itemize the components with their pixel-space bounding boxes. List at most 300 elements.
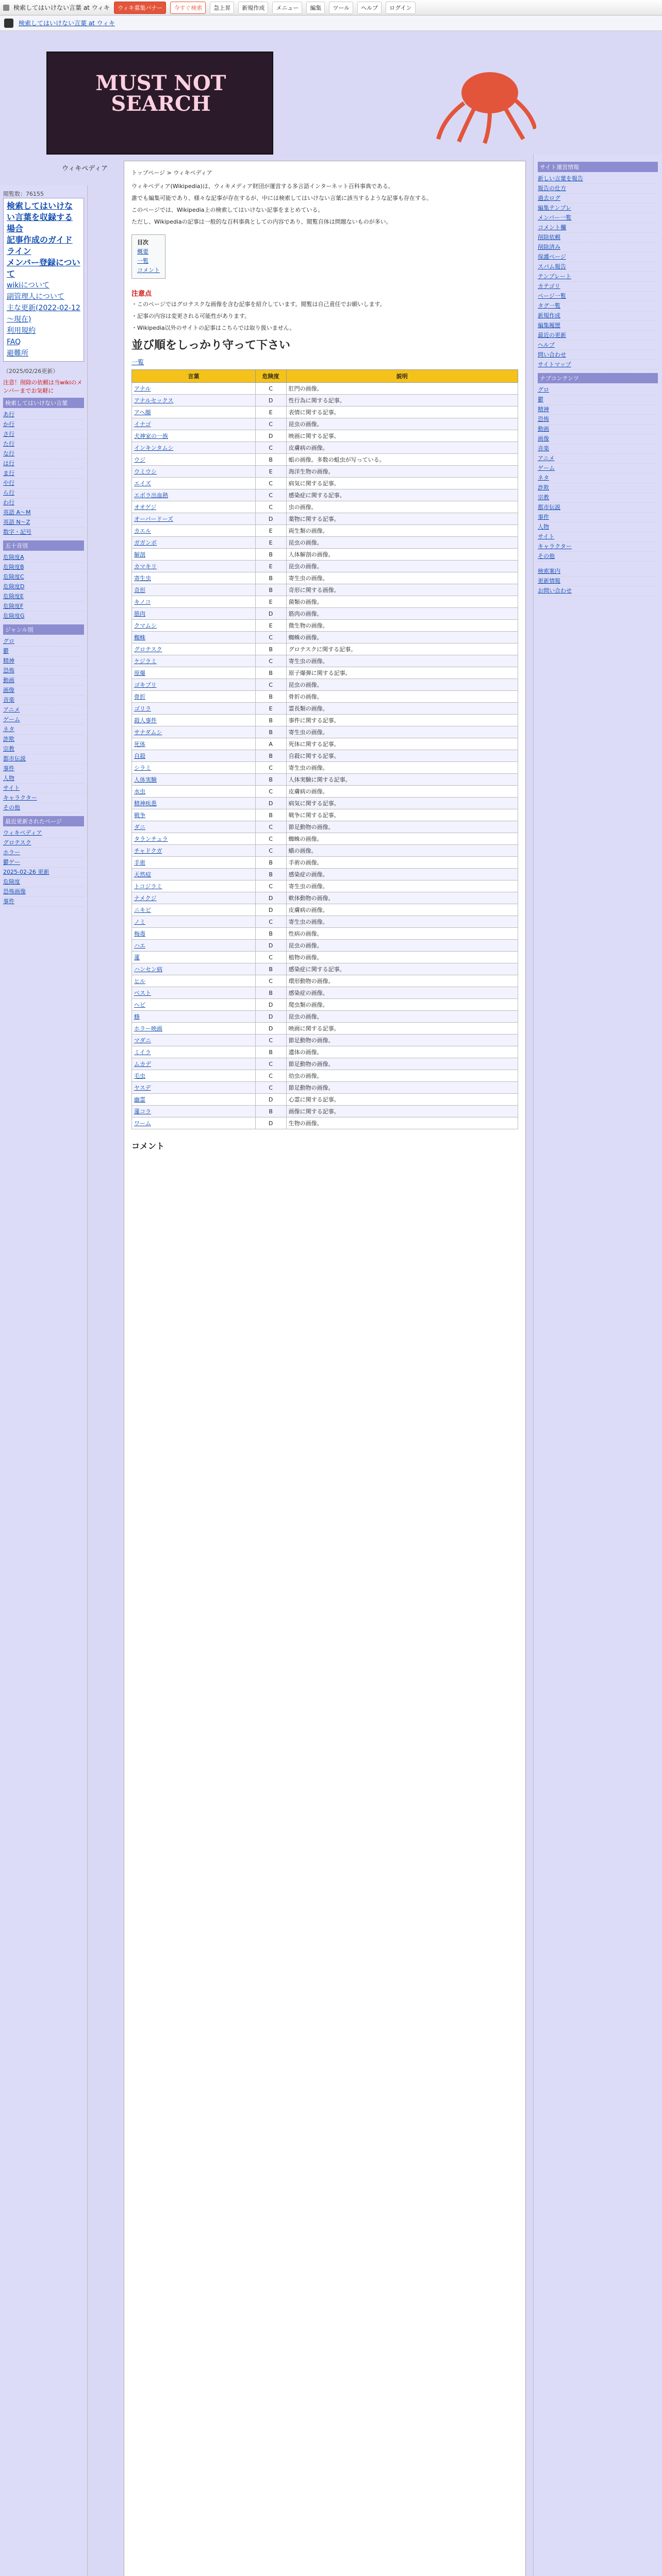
notice-line: ・このページではグロテスクな画像を含む記事を紹介しています。閲覧は自己責任でお願いします。 xyxy=(131,301,386,308)
word-link[interactable]: 戦争 xyxy=(134,812,145,819)
desc-cell: 感染症の画像。 xyxy=(286,987,518,999)
table-row xyxy=(132,501,518,513)
desc-cell: 蛾の画像。 xyxy=(286,845,518,857)
danger-link[interactable]: 危険度E xyxy=(3,592,84,602)
right-link[interactable]: テンプレート xyxy=(538,272,658,282)
word-cell xyxy=(132,584,256,596)
right-link[interactable]: 新規作成 xyxy=(538,311,658,321)
genre-link[interactable]: ネタ xyxy=(3,725,84,735)
right-sidebar xyxy=(533,155,662,2576)
word-link[interactable]: 天然痘 xyxy=(134,871,151,878)
word-link[interactable]: 蓮コラ xyxy=(134,1108,151,1115)
danger-link[interactable]: 危険度A xyxy=(3,553,84,563)
table-row xyxy=(132,869,518,880)
word-link[interactable]: 精神疾患 xyxy=(134,800,157,807)
right-link[interactable]: ヘルプ xyxy=(538,341,658,350)
word-link[interactable]: ヤスデ xyxy=(134,1084,151,1091)
word-link[interactable]: 死体 xyxy=(134,741,145,748)
recent-link[interactable]: 恐怖画像 xyxy=(3,887,84,897)
desc-cell: 感染症に関する記事。 xyxy=(286,489,518,501)
word-cell xyxy=(132,667,256,679)
word-cell xyxy=(132,916,256,928)
kana-link[interactable]: わ行 xyxy=(3,498,84,508)
right-sublink[interactable]: サイト xyxy=(538,532,658,542)
word-link[interactable]: マダニ xyxy=(134,1037,151,1044)
site-favicon-icon xyxy=(3,5,9,11)
desc-cell: 寄生虫の画像。 xyxy=(286,726,518,738)
table-row xyxy=(132,786,518,798)
word-link[interactable]: ゴリラ xyxy=(134,705,151,712)
word-link[interactable]: インキンタムシ xyxy=(134,445,174,451)
table-row xyxy=(132,1035,518,1046)
word-link[interactable]: オオゲジ xyxy=(134,504,157,511)
table-row xyxy=(132,584,518,596)
table-row xyxy=(132,667,518,679)
right-sublink[interactable]: 事件 xyxy=(538,513,658,522)
word-cell xyxy=(132,975,256,987)
table-row xyxy=(132,525,518,537)
danger-link[interactable]: 危険度C xyxy=(3,572,84,582)
nav-link[interactable]: 検索してはいけない言葉を収録する場合 xyxy=(7,201,73,233)
word-cell xyxy=(132,750,256,762)
genre-link[interactable]: キャラクター xyxy=(3,793,84,803)
main-nav xyxy=(3,198,84,362)
word-cell xyxy=(132,987,256,999)
nav-link[interactable]: メンバー登録について xyxy=(7,258,80,279)
word-link[interactable]: ウジ xyxy=(134,456,145,463)
right-sublink[interactable]: その他 xyxy=(538,552,658,562)
word-link[interactable]: 犬神家の一族 xyxy=(134,433,168,439)
word-link[interactable]: アナルセックス xyxy=(134,397,174,404)
octopus-icon xyxy=(433,67,536,144)
table-row xyxy=(132,1106,518,1117)
genre-link[interactable]: グロ xyxy=(3,637,84,647)
genre-link[interactable]: 音楽 xyxy=(3,696,84,705)
word-link[interactable]: ウミウシ xyxy=(134,468,157,475)
desc-cell: 節足動物の画像。 xyxy=(286,1058,518,1070)
order-headline: 並び順をしっかり守って下さい xyxy=(131,339,291,352)
right-sublink[interactable]: 人物 xyxy=(538,522,658,532)
right-sublink[interactable]: 精神 xyxy=(538,405,658,415)
word-cell xyxy=(132,442,256,454)
notice-title: 注意点 xyxy=(131,290,152,298)
genre-link[interactable]: 動画 xyxy=(3,676,84,686)
table-row xyxy=(132,561,518,572)
word-cell xyxy=(132,620,256,632)
desc-cell: 寄生虫の画像。 xyxy=(286,655,518,667)
desc-cell: 皮膚病の画像。 xyxy=(286,904,518,916)
recent-link[interactable]: ホラー xyxy=(3,848,84,858)
desc-cell: 感染症に関する記事。 xyxy=(286,963,518,975)
table-row xyxy=(132,833,518,845)
desc-cell: 蜘蛛の画像。 xyxy=(286,632,518,643)
danger-cell: B xyxy=(255,643,286,655)
right-link[interactable]: 保護ページ xyxy=(538,252,658,262)
word-cell xyxy=(132,561,256,572)
kana-link[interactable]: 英語 A〜M xyxy=(3,508,84,518)
kana-link[interactable]: は行 xyxy=(3,459,84,469)
genre-link[interactable]: その他 xyxy=(3,803,84,813)
site-header xyxy=(0,15,662,31)
toc-title: 目次 xyxy=(137,239,148,246)
right-link[interactable]: 新しい言葉を報告 xyxy=(538,174,658,184)
danger-cell: C xyxy=(255,833,286,845)
word-link[interactable]: ケジラミ xyxy=(134,658,157,665)
danger-cell: D xyxy=(255,904,286,916)
breadcrumb[interactable]: トップページ > ウィキペディア xyxy=(131,170,212,176)
right-link[interactable]: ページ一覧 xyxy=(538,292,658,301)
danger-cell: D xyxy=(255,892,286,904)
login-button[interactable]: ログイン xyxy=(386,2,415,14)
danger-cell: C xyxy=(255,1035,286,1046)
word-link[interactable]: チャドクガ xyxy=(134,848,162,854)
word-cell xyxy=(132,1023,256,1035)
banner-image[interactable] xyxy=(46,52,273,155)
word-link[interactable]: 寄生虫 xyxy=(134,575,151,582)
sidebar-section-genre: ジャンル別 xyxy=(3,624,84,635)
table-row xyxy=(132,975,518,987)
word-link[interactable]: シラミ xyxy=(134,765,151,771)
site-logo-icon xyxy=(4,19,13,28)
desc-cell: 微生物の画像。 xyxy=(286,620,518,632)
word-cell xyxy=(132,1011,256,1023)
word-link[interactable]: 人体実験 xyxy=(134,776,157,783)
word-link[interactable]: グロテスク xyxy=(134,646,162,653)
desc-cell: 奇形に関する画像。 xyxy=(286,584,518,596)
table-row xyxy=(132,904,518,916)
right-sublink[interactable]: ネタ xyxy=(538,473,658,483)
genre-link[interactable]: サイト xyxy=(3,784,84,793)
table-row xyxy=(132,1070,518,1082)
word-cell xyxy=(132,406,256,418)
word-cell xyxy=(132,501,256,513)
word-link[interactable]: ミイラ xyxy=(134,1049,151,1056)
word-link[interactable]: ニキビ xyxy=(134,907,151,913)
right-link[interactable]: 編集テンプレ xyxy=(538,204,658,213)
right-sublink[interactable]: ゲーム xyxy=(538,464,658,473)
right-link[interactable]: 編集履歴 xyxy=(538,321,658,331)
recent-link[interactable]: ウィキペディア xyxy=(3,828,84,838)
word-link[interactable]: ムカデ xyxy=(134,1061,151,1067)
toc-link[interactable]: 一覧 xyxy=(137,258,148,264)
right-bottom-link[interactable]: お問い合わせ xyxy=(538,586,658,596)
word-link[interactable]: 水虫 xyxy=(134,788,145,795)
kana-link[interactable]: 英語 N〜Z xyxy=(3,518,84,528)
danger-cell: B xyxy=(255,1106,286,1117)
right-link[interactable]: 最近の更新 xyxy=(538,331,658,341)
danger-cell: B xyxy=(255,691,286,703)
right-sublink[interactable]: 恐怖 xyxy=(538,415,658,425)
right-bottom-link[interactable]: 更新情報 xyxy=(538,577,658,586)
col-header-danger: 危険度 xyxy=(255,370,286,383)
kana-link[interactable]: あ行 xyxy=(3,410,84,420)
word-cell xyxy=(132,1046,256,1058)
word-link[interactable]: エイズ xyxy=(134,480,151,487)
table-row xyxy=(132,632,518,643)
word-link[interactable]: ダニ xyxy=(134,824,145,831)
desc-cell: 寄生虫の画像。 xyxy=(286,762,518,774)
right-sublink[interactable]: 音楽 xyxy=(538,444,658,454)
word-link[interactable]: カエル xyxy=(134,528,151,534)
word-cell xyxy=(132,596,256,608)
help-button[interactable]: ヘルプ xyxy=(357,2,382,14)
word-link[interactable]: 梅毒 xyxy=(134,930,145,937)
page-tab-title[interactable]: 検索してはいけない言葉 at ウィキ xyxy=(13,4,110,11)
genre-link[interactable]: 詐欺 xyxy=(3,735,84,744)
word-link[interactable]: ガガンボ xyxy=(134,539,157,546)
right-sublink[interactable]: 鬱 xyxy=(538,395,658,405)
word-link[interactable]: ヘビ xyxy=(134,1002,145,1008)
word-cell xyxy=(132,395,256,406)
comment-title: コメント xyxy=(131,1141,165,1151)
sidebar-section-words: 検索してはいけない言葉 xyxy=(3,398,84,408)
word-cell xyxy=(132,549,256,561)
desc-cell: 昆虫の画像。 xyxy=(286,561,518,572)
word-link[interactable]: 筋肉 xyxy=(134,611,145,617)
genre-link[interactable]: 人物 xyxy=(3,774,84,784)
word-link[interactable]: トコジラミ xyxy=(134,883,162,890)
table-row xyxy=(132,738,518,750)
kana-link[interactable]: ま行 xyxy=(3,469,84,479)
word-link[interactable]: 手術 xyxy=(134,859,145,866)
right-bottom-link[interactable]: 検索案内 xyxy=(538,567,658,577)
word-link[interactable]: 蜘蛛 xyxy=(134,634,145,641)
table-row xyxy=(132,442,518,454)
danger-link[interactable]: 危険度D xyxy=(3,582,84,592)
genre-link[interactable]: 事件 xyxy=(3,764,84,774)
desc-cell: 人体解剖の画像。 xyxy=(286,549,518,561)
desc-cell: 昆虫の画像。 xyxy=(286,418,518,430)
word-link[interactable]: 原爆 xyxy=(134,670,145,676)
word-link[interactable]: ホラー映画 xyxy=(134,1025,162,1032)
word-cell xyxy=(132,774,256,786)
danger-cell: B xyxy=(255,726,286,738)
word-link[interactable]: アヘ顔 xyxy=(134,409,151,416)
recent-link[interactable]: 鬱ゲー xyxy=(3,858,84,868)
desc-cell: 皮膚病の画像。 xyxy=(286,786,518,798)
right-link[interactable]: 削除依頼 xyxy=(538,233,658,243)
right-link[interactable]: メンバー一覧 xyxy=(538,213,658,223)
word-link[interactable]: ナメクジ xyxy=(134,895,157,902)
edit-button[interactable]: 編集 xyxy=(306,2,325,14)
word-cell xyxy=(132,478,256,489)
right-link[interactable]: コメント欄 xyxy=(538,223,658,233)
right-link[interactable]: 削除済み xyxy=(538,243,658,252)
danger-link[interactable]: 危険度B xyxy=(3,563,84,572)
word-link[interactable]: 骨折 xyxy=(134,693,145,700)
nav-link[interactable]: 利用規約 xyxy=(7,327,36,335)
right-link[interactable]: カテゴリ xyxy=(538,282,658,292)
desc-cell: 病気に関する記事。 xyxy=(286,798,518,809)
word-link[interactable]: キノコ xyxy=(134,599,151,605)
trending-button[interactable]: 急上昇 xyxy=(210,2,234,14)
danger-cell: B xyxy=(255,715,286,726)
search-now-button[interactable]: 今すぐ検索 xyxy=(170,2,206,14)
table-of-contents xyxy=(131,234,166,279)
word-link[interactable]: 幽霊 xyxy=(134,1096,145,1103)
right-sublink[interactable]: 都市伝説 xyxy=(538,503,658,513)
desc-cell: 遺体の画像。 xyxy=(286,1046,518,1058)
danger-cell: D xyxy=(255,1011,286,1023)
genre-link[interactable]: アニメ xyxy=(3,705,84,715)
right-sublink[interactable]: 画像 xyxy=(538,434,658,444)
word-cell xyxy=(132,726,256,738)
genre-link[interactable]: 鬱 xyxy=(3,647,84,656)
nav-link[interactable]: wikiについて xyxy=(7,281,50,290)
word-link[interactable]: エボラ出血熱 xyxy=(134,492,168,499)
genre-link[interactable]: 恐怖 xyxy=(3,666,84,676)
menu-button[interactable]: メニュー xyxy=(272,2,302,14)
word-cell xyxy=(132,857,256,869)
danger-link[interactable]: 危険度F xyxy=(3,602,84,612)
tools-button[interactable]: ツール xyxy=(329,2,353,14)
desc-cell: 感染症の画像。 xyxy=(286,869,518,880)
desc-cell: 菌類の画像。 xyxy=(286,596,518,608)
genre-link[interactable]: 精神 xyxy=(3,656,84,666)
word-cell xyxy=(132,643,256,655)
right-link[interactable]: 過去ログ xyxy=(538,194,658,204)
word-cell xyxy=(132,691,256,703)
word-link[interactable]: カマキリ xyxy=(134,563,157,570)
right-sublink[interactable]: 宗教 xyxy=(538,493,658,503)
right-sublink[interactable]: 動画 xyxy=(538,425,658,434)
recent-link[interactable]: 危険度 xyxy=(3,877,84,887)
kana-link[interactable]: や行 xyxy=(3,479,84,488)
kana-link[interactable]: さ行 xyxy=(3,430,84,439)
recent-link[interactable]: 2025-02-26 更新 xyxy=(3,868,84,877)
right-link[interactable]: 報告の仕方 xyxy=(538,184,658,194)
desc-cell: 人体実験に関する記事。 xyxy=(286,774,518,786)
word-link[interactable]: 奇形 xyxy=(134,587,145,594)
danger-cell: C xyxy=(255,442,286,454)
genre-link[interactable]: 画像 xyxy=(3,686,84,696)
kana-link[interactable]: た行 xyxy=(3,439,84,449)
desc-cell: 表情に関する記事。 xyxy=(286,406,518,418)
intro xyxy=(131,182,518,226)
table-row xyxy=(132,880,518,892)
word-link[interactable]: オーバードーズ xyxy=(134,516,173,522)
genre-link[interactable]: ゲーム xyxy=(3,715,84,725)
right-link[interactable]: スパム報告 xyxy=(538,262,658,272)
table-row xyxy=(132,691,518,703)
word-cell xyxy=(132,999,256,1011)
nav-link[interactable]: 主な更新(2022-02-12～現在) xyxy=(7,304,80,324)
recent-link[interactable]: グロテスク xyxy=(3,838,84,848)
recent-link[interactable]: 事件 xyxy=(3,897,84,907)
word-cell xyxy=(132,928,256,940)
kana-link[interactable]: な行 xyxy=(3,449,84,459)
genre-link[interactable]: 宗教 xyxy=(3,744,84,754)
nav-link[interactable]: 記事作成のガイドライン xyxy=(7,235,73,256)
desc-cell: 幼虫の画像。 xyxy=(286,1070,518,1082)
right-sublink[interactable]: 詐欺 xyxy=(538,483,658,493)
right-link[interactable]: サイトマップ xyxy=(538,360,658,370)
word-cell xyxy=(132,537,256,549)
word-link[interactable]: クマムシ xyxy=(134,622,157,629)
word-cell xyxy=(132,572,256,584)
danger-cell: E xyxy=(255,466,286,478)
kana-link[interactable]: か行 xyxy=(3,420,84,430)
desc-cell: 戦争に関する記事。 xyxy=(286,809,518,821)
word-link[interactable]: ハンセン病 xyxy=(134,966,162,973)
genre-list xyxy=(3,637,84,813)
table-row xyxy=(132,549,518,561)
section-link[interactable]: 一覧 xyxy=(131,359,144,366)
danger-link[interactable]: 危険度G xyxy=(3,612,84,621)
table-row xyxy=(132,655,518,667)
right-sublink[interactable]: キャラクター xyxy=(538,542,658,552)
nav-link[interactable]: 避難所 xyxy=(7,349,28,358)
desc-cell: グロテスクに関する記事。 xyxy=(286,643,518,655)
danger-cell: C xyxy=(255,383,286,395)
word-link[interactable]: アナル xyxy=(134,385,151,392)
toc-link[interactable]: コメント xyxy=(137,267,160,274)
word-cell xyxy=(132,1117,256,1129)
word-link[interactable]: 毛虫 xyxy=(134,1073,145,1079)
word-link[interactable]: ハエ xyxy=(134,942,145,949)
word-cell xyxy=(132,489,256,501)
danger-cell: C xyxy=(255,975,286,987)
toc-link[interactable]: 概要 xyxy=(137,248,148,255)
wiki-recruit-button[interactable]: ウィキ募集バナー xyxy=(114,2,166,14)
word-link[interactable]: 自殺 xyxy=(134,753,145,759)
genre-link[interactable]: 都市伝説 xyxy=(3,754,84,764)
kana-link[interactable]: ら行 xyxy=(3,488,84,498)
word-cell xyxy=(132,632,256,643)
table-row xyxy=(132,1117,518,1129)
word-link[interactable]: ノミ xyxy=(134,919,145,925)
word-cell xyxy=(132,1094,256,1106)
word-cell xyxy=(132,1058,256,1070)
right-link[interactable]: 問い合わせ xyxy=(538,350,658,360)
danger-cell: D xyxy=(255,513,286,525)
word-link[interactable]: ワーム xyxy=(134,1120,151,1127)
right-sublink[interactable]: グロ xyxy=(538,385,658,395)
word-link[interactable]: 蜂 xyxy=(134,1013,140,1020)
word-cell xyxy=(132,809,256,821)
desc-cell: 肛門の画像。 xyxy=(286,383,518,395)
word-link[interactable]: ペスト xyxy=(134,990,151,996)
danger-cell: B xyxy=(255,750,286,762)
new-page-button[interactable]: 新規作成 xyxy=(238,2,268,14)
table-row xyxy=(132,1023,518,1035)
right-sublink[interactable]: アニメ xyxy=(538,454,658,464)
word-link[interactable]: タランチュラ xyxy=(134,836,168,842)
word-link[interactable]: ヒル xyxy=(134,978,145,985)
sidebar-section-kana: 五十音別 xyxy=(3,540,84,551)
word-link[interactable]: イナゴ xyxy=(134,421,151,428)
word-cell xyxy=(132,738,256,750)
right-link[interactable]: タグ一覧 xyxy=(538,301,658,311)
danger-cell: D xyxy=(255,1023,286,1035)
banner-title: MUST NOT SEARCH xyxy=(95,71,226,116)
word-link[interactable]: 殺人事件 xyxy=(134,717,157,724)
word-link[interactable]: 解剖 xyxy=(134,551,145,558)
table-row xyxy=(132,963,518,975)
danger-cell: D xyxy=(255,395,286,406)
word-cell xyxy=(132,655,256,667)
nav-link[interactable]: FAQ xyxy=(7,338,21,346)
word-cell xyxy=(132,963,256,975)
word-link[interactable]: 蓮 xyxy=(134,954,140,961)
kana-link[interactable]: 数字・記号 xyxy=(3,528,84,537)
word-link[interactable]: サナダムシ xyxy=(134,729,162,736)
word-link[interactable]: ゴキブリ xyxy=(134,682,157,688)
word-cell xyxy=(132,892,256,904)
nav-link[interactable]: 副管理人について xyxy=(7,293,64,301)
desc-cell: 皮膚病の画像。 xyxy=(286,442,518,454)
site-name-link[interactable]: 検索してはいけない言葉 at ウィキ xyxy=(19,20,115,27)
